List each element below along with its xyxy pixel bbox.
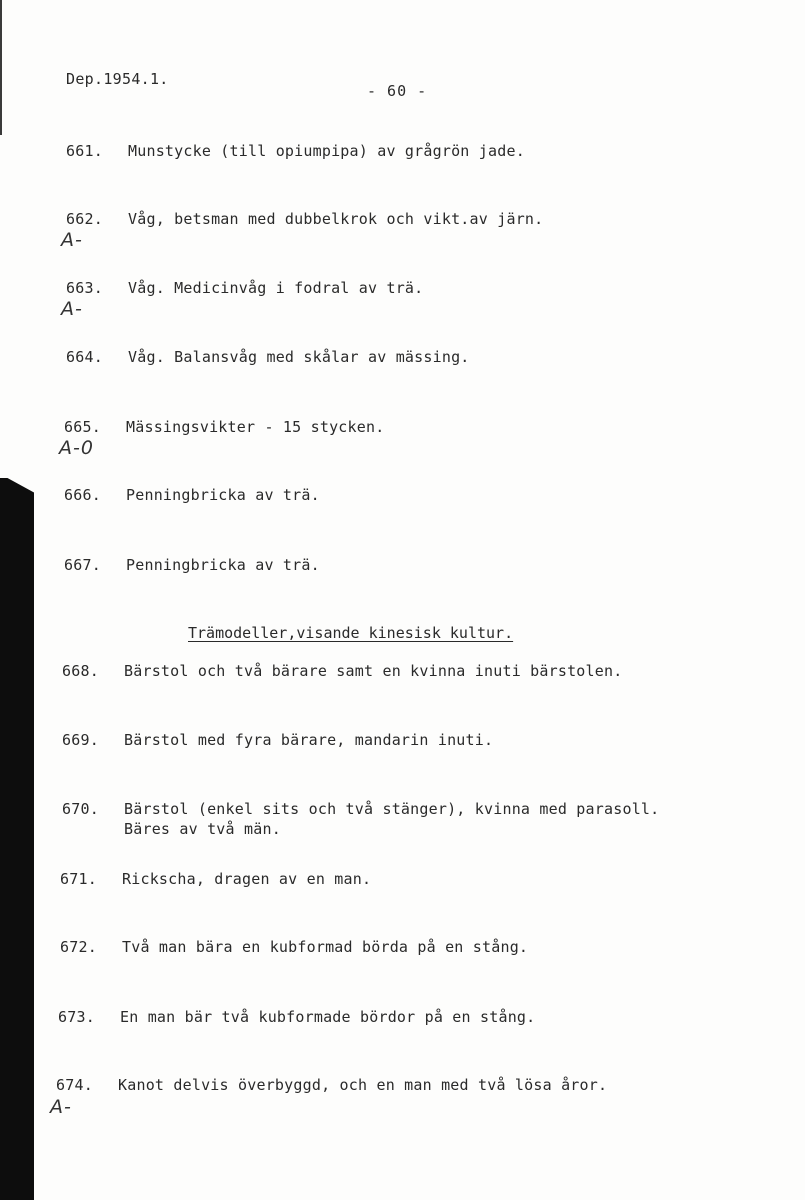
entry-text: Våg. Medicinvåg i fodral av trä.	[128, 279, 424, 297]
entry-text: Rickscha, dragen av en man.	[122, 870, 372, 888]
entry-text: Våg, betsman med dubbelkrok och vikt.av järn.	[128, 210, 544, 228]
scan-edge-line	[0, 0, 2, 135]
catalog-entry	[62, 800, 659, 838]
catalog-entry	[64, 418, 384, 436]
handwritten-mark: A-	[61, 298, 83, 320]
catalog-entry	[62, 731, 493, 749]
scan-edge-shadow	[0, 478, 34, 1200]
catalog-entry	[58, 1008, 535, 1026]
catalog-entry	[64, 486, 320, 504]
entry-text: En man bär två kubformade bördor på en stång.	[120, 1008, 536, 1026]
entry-number: 671.	[60, 870, 97, 888]
entry-number: 672.	[60, 938, 97, 956]
entry-number: 673.	[58, 1008, 95, 1026]
catalog-entry	[60, 870, 371, 888]
section-title: Trämodeller,visande kinesisk kultur.	[188, 624, 514, 642]
entry-text: Bärstol och två bärare samt en kvinna inuti bärstolen.	[124, 662, 623, 680]
entry-text: Bärstol med fyra bärare, mandarin inuti.	[124, 731, 494, 749]
catalog-entry	[62, 662, 622, 680]
catalog-entry	[60, 938, 528, 956]
handwritten-mark: A-	[61, 229, 83, 251]
entry-number: 665.	[64, 418, 101, 436]
entry-number: 670.	[62, 800, 99, 818]
reference-code: Dep.1954.1.	[66, 70, 169, 88]
handwritten-mark: A-	[50, 1096, 72, 1118]
entry-number: 669.	[62, 731, 99, 749]
entry-number: 667.	[64, 556, 101, 574]
catalog-entry	[66, 348, 470, 366]
entry-text: Munstycke (till opiumpipa) av grågrön jade.	[128, 142, 525, 160]
entry-text: Kanot delvis överbyggd, och en man med två lösa åror.	[118, 1076, 608, 1094]
catalog-entry	[56, 1076, 607, 1094]
entry-number: 661.	[66, 142, 103, 160]
catalog-entry	[66, 210, 543, 228]
entry-number: 664.	[66, 348, 103, 366]
entry-text: Våg. Balansvåg med skålar av mässing.	[128, 348, 470, 366]
entry-text: Penningbricka av trä.	[126, 556, 320, 574]
entry-text: Mässingsvikter - 15 stycken.	[126, 418, 385, 436]
entry-number: 666.	[64, 486, 101, 504]
entry-text: Bärstol (enkel sits och två stänger), kvinna med parasoll.	[124, 800, 660, 818]
page-number: - 60 -	[367, 82, 428, 100]
entry-number: 674.	[56, 1076, 93, 1094]
entry-number: 663.	[66, 279, 103, 297]
catalog-entry	[64, 556, 320, 574]
catalog-entry	[66, 279, 423, 297]
entry-number: 662.	[66, 210, 103, 228]
entry-continuation: Bäres av två män.	[124, 820, 281, 838]
entry-text: Två man bära en kubformad börda på en stång.	[122, 938, 529, 956]
entry-number: 668.	[62, 662, 99, 680]
handwritten-mark: A-0	[59, 437, 94, 459]
catalog-entry	[66, 142, 525, 160]
entry-text: Penningbricka av trä.	[126, 486, 320, 504]
